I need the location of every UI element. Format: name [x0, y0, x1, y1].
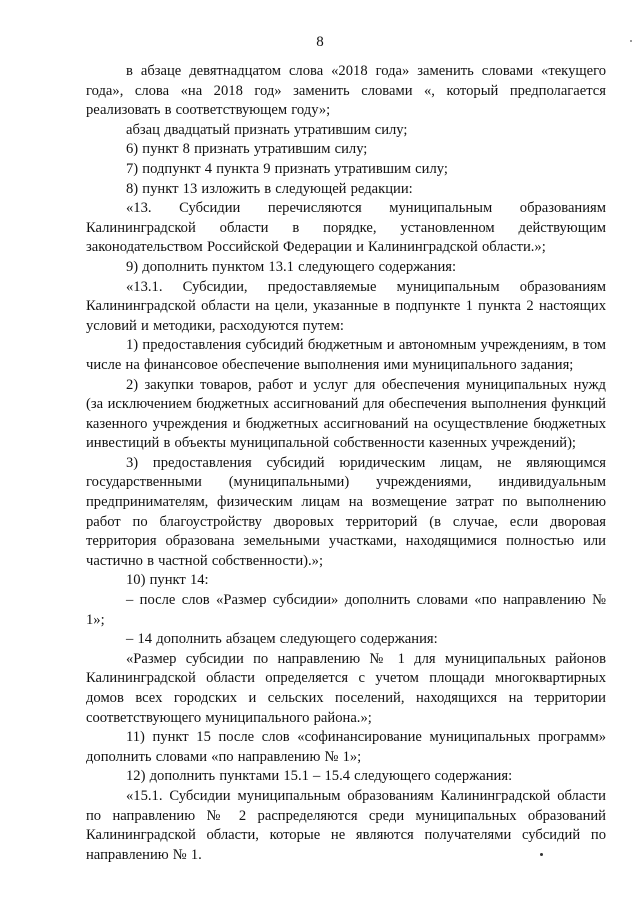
page-number: 8: [316, 34, 324, 50]
paragraph: – после слов «Размер субсидии» дополнить словами «по направлению № 1»;: [86, 592, 606, 628]
scan-mark: [630, 40, 632, 42]
paragraph: «Размер субсидии по направлению № 1 для муниципальных районов Калининградской области определяется с учетом площади многоквартирных домов всех городских и сельских поселений, находящихся на территории соответствующего муниципального района.»;: [86, 650, 606, 726]
paragraph: абзац двадцатый признать утратившим силу;: [126, 121, 408, 138]
paragraph: 6) пункт 8 признать утратившим силу;: [126, 141, 368, 158]
paragraph: 8) пункт 13 изложить в следующей редакции:: [126, 180, 413, 197]
list-item: 1) предоставления субсидий бюджетным и автономным учреждениям, в том числе на финансовое обеспечение выполнения ими муниципального задания;: [86, 337, 606, 373]
list-item: 2) закупки товаров, работ и услуг для обеспечения муниципальных нужд (за исключением бюджетных ассигнований для обеспечения выполнения функций казенного учреждения и бюджетных ассигнований на осуществление бюджетных инвестиций в объекты муниципальной собственности казенных учреждений);: [86, 376, 606, 452]
paragraph: 9) дополнить пунктом 13.1 следующего содержания:: [126, 258, 457, 275]
document-body: [86, 62, 606, 865]
scan-dot: [540, 853, 543, 856]
paragraph: в абзаце девятнадцатом слова «2018 года» заменить словами «текущего года», слова «на 2018 год» заменить словами «, который предполагается реализовать в соответствующем году»;: [86, 63, 606, 119]
paragraph: 12) дополнить пунктами 15.1 – 15.4 следующего содержания:: [126, 768, 513, 785]
paragraph: 10) пункт 14:: [126, 572, 209, 589]
paragraph: «15.1. Субсидии муниципальным образованиям Калининградской области по направлению № 2 распределяются среди муниципальных образований Калининградской области, которые не являются получателями субсидий по направлению № 1.: [86, 787, 606, 863]
paragraph: 11) пункт 15 после слов «софинансирование муниципальных программ» дополнить словами «по направлению № 1»;: [86, 729, 606, 765]
list-item: 3) предоставления субсидий юридическим лицам, не являющимся государственными (муниципальными) учреждениями, индивидуальным предпринимателям, физическим лицам на возмещение затрат по выполнению работ по благоустройству дворовых территорий (в случае, если дворовая территория образована земельными участками, находящимися полностью или частично в частной собственности).»;: [86, 454, 606, 569]
paragraph: «13.1. Субсидии, предоставляемые муниципальным образованиям Калининградской области на цели, указанные в подпункте 1 пункта 2 настоящих условий и методики, расходуются путем:: [86, 278, 606, 334]
paragraph: 7) подпункт 4 пункта 9 признать утратившим силу;: [126, 160, 448, 177]
paragraph: – 14 дополнить абзацем следующего содержания:: [126, 631, 438, 648]
paragraph: «13. Субсидии перечисляются муниципальным образованиям Калининградской области в порядке, установленном действующим законодательством Российской Федерации и Калининградской области.»;: [86, 200, 606, 256]
